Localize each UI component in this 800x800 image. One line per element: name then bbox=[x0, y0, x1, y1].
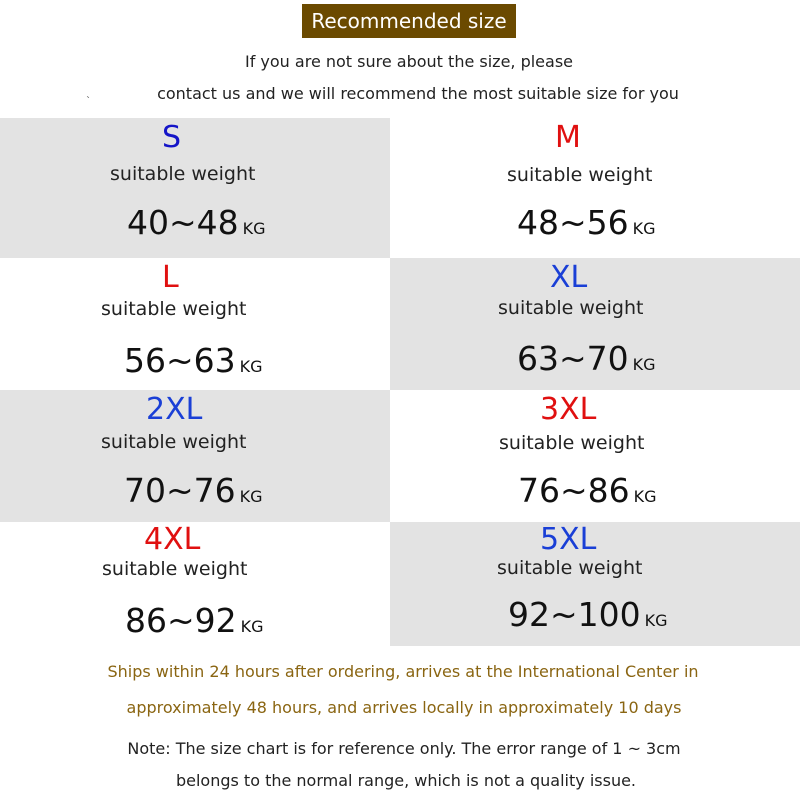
size-cell-xl bbox=[390, 258, 800, 390]
weight-unit: KG bbox=[240, 617, 264, 636]
weight-range: 92~100 KG bbox=[508, 595, 668, 634]
weight-label: suitable weight bbox=[499, 432, 645, 454]
size-cell-m bbox=[390, 118, 800, 258]
size-name: S bbox=[162, 120, 182, 155]
intro-line-1: If you are not sure about the size, please bbox=[244, 52, 574, 71]
weight-range: 40~48 KG bbox=[127, 203, 266, 242]
weight-range: 48~56 KG bbox=[517, 203, 656, 242]
weight-label: suitable weight bbox=[507, 164, 653, 186]
weight-range: 63~70 KG bbox=[517, 339, 656, 378]
shipping-line-1: Ships within 24 hours after ordering, arrives at the International Center in bbox=[107, 662, 699, 681]
weight-label: suitable weight bbox=[101, 431, 247, 453]
weight-unit: KG bbox=[632, 355, 656, 374]
size-name: 3XL bbox=[540, 392, 597, 427]
weight-range: 76~86 KG bbox=[518, 471, 657, 510]
size-name: 2XL bbox=[146, 392, 203, 427]
size-name: XL bbox=[550, 260, 588, 295]
page-title: Recommended size bbox=[302, 4, 516, 38]
size-cell-5xl bbox=[390, 522, 800, 646]
size-name: 4XL bbox=[144, 522, 201, 557]
weight-unit: KG bbox=[644, 611, 668, 630]
size-cell-4xl bbox=[0, 522, 390, 646]
shipping-line-2: approximately 48 hours, and arrives locally in approximately 10 days bbox=[126, 698, 682, 717]
weight-unit: KG bbox=[633, 487, 657, 506]
weight-label: suitable weight bbox=[101, 298, 247, 320]
note-line-1: Note: The size chart is for reference only. The error range of 1 ~ 3cm bbox=[127, 739, 681, 758]
size-cell-2xl bbox=[0, 390, 390, 522]
intro-line-2: contact us and we will recommend the most suitable size for you bbox=[157, 84, 679, 103]
size-cell-l bbox=[0, 258, 390, 390]
weight-unit: KG bbox=[239, 357, 263, 376]
weight-range: 70~76 KG bbox=[124, 471, 263, 510]
size-name: 5XL bbox=[540, 522, 597, 557]
weight-unit: KG bbox=[242, 219, 266, 238]
size-name: M bbox=[555, 120, 581, 155]
weight-label: suitable weight bbox=[497, 557, 643, 579]
note-line-2: belongs to the normal range, which is not a quality issue. bbox=[175, 771, 637, 790]
weight-label: suitable weight bbox=[498, 297, 644, 319]
size-cell-3xl bbox=[390, 390, 800, 522]
size-cell-s bbox=[0, 118, 390, 258]
size-name: L bbox=[162, 260, 179, 295]
weight-unit: KG bbox=[632, 219, 656, 238]
weight-range: 86~92 KG bbox=[125, 601, 264, 640]
weight-range: 56~63 KG bbox=[124, 341, 263, 380]
stray-mark: ` bbox=[86, 96, 91, 107]
weight-unit: KG bbox=[239, 487, 263, 506]
weight-label: suitable weight bbox=[102, 558, 248, 580]
weight-label: suitable weight bbox=[110, 163, 256, 185]
